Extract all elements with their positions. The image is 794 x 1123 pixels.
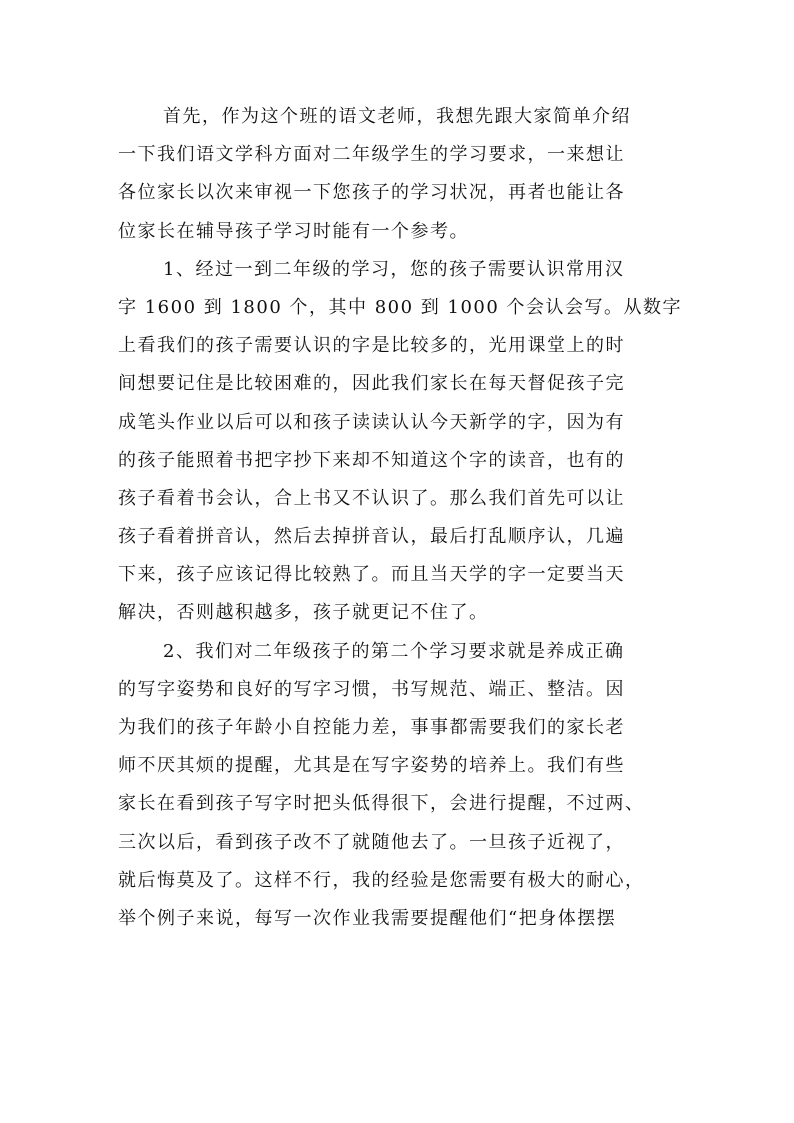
- text-line: 一下我们语文学科方面对二年级学生的学习要求，一来想让: [118, 144, 625, 166]
- text-line: 1、经过一到二年级的学习，您的孩子需要认识常用汉: [163, 258, 625, 280]
- text-line: 上看我们的孩子需要认识的字是比较多的，光用课堂上的时: [118, 335, 625, 357]
- text-line: 的写字姿势和良好的写字习惯，书写规范、端正、整洁。因: [118, 678, 625, 700]
- text-line: 成笔头作业以后可以和孩子读读认认今天新学的字，因为有: [118, 411, 625, 433]
- body-text: [118, 98, 683, 938]
- text-line: 首先，作为这个班的语文老师，我想先跟大家简单介绍: [163, 106, 631, 127]
- paragraph-intro: [118, 98, 678, 251]
- text-line: 师不厌其烦的提醒，尤其是在写字姿势的培养上。我们有些: [118, 755, 625, 777]
- text-line: 三次以后，看到孩子改不了就随他去了。一旦孩子近视了，: [118, 831, 625, 853]
- paragraph-point-2: [118, 633, 678, 939]
- text-line: 孩子看着书会认，合上书又不认识了。那么我们首先可以让: [118, 487, 625, 509]
- text-line: 位家长在辅导孩子学习时能有一个参考。: [118, 220, 469, 242]
- paragraph-point-1: [118, 251, 683, 633]
- text-line: 家长在看到孩子写字时把头低得很下，会进行提醒，不过两、: [118, 793, 645, 815]
- text-line: 2、我们对二年级孩子的第二个学习要求就是养成正确: [163, 640, 625, 662]
- text-line: 孩子看着拼音认，然后去掉拼音认，最后打乱顺序认，几遍: [118, 526, 625, 548]
- text-line: 举个例子来说，每写一次作业我需要提醒他们“把身体摆摆: [118, 907, 617, 929]
- text-line: 各位家长以次来审视一下您孩子的学习状况，再者也能让各: [118, 182, 625, 204]
- text-line: 解决，否则越积越多，孩子就更记不住了。: [118, 602, 489, 624]
- text-line: 的孩子能照着书把字抄下来却不知道这个字的读音，也有的: [118, 449, 625, 471]
- text-line: 字 1600 到 1800 个，其中 800 到 1000 个会认会写。从数字: [118, 296, 683, 318]
- text-line: 间想要记住是比较困难的，因此我们家长在每天督促孩子完: [118, 373, 625, 395]
- text-line: 下来，孩子应该记得比较熟了。而且当天学的字一定要当天: [118, 564, 625, 586]
- text-line: 为我们的孩子年龄小自控能力差，事事都需要我们的家长老: [118, 717, 625, 738]
- text-line: 就后悔莫及了。这样不行，我的经验是您需要有极大的耐心，: [118, 869, 645, 891]
